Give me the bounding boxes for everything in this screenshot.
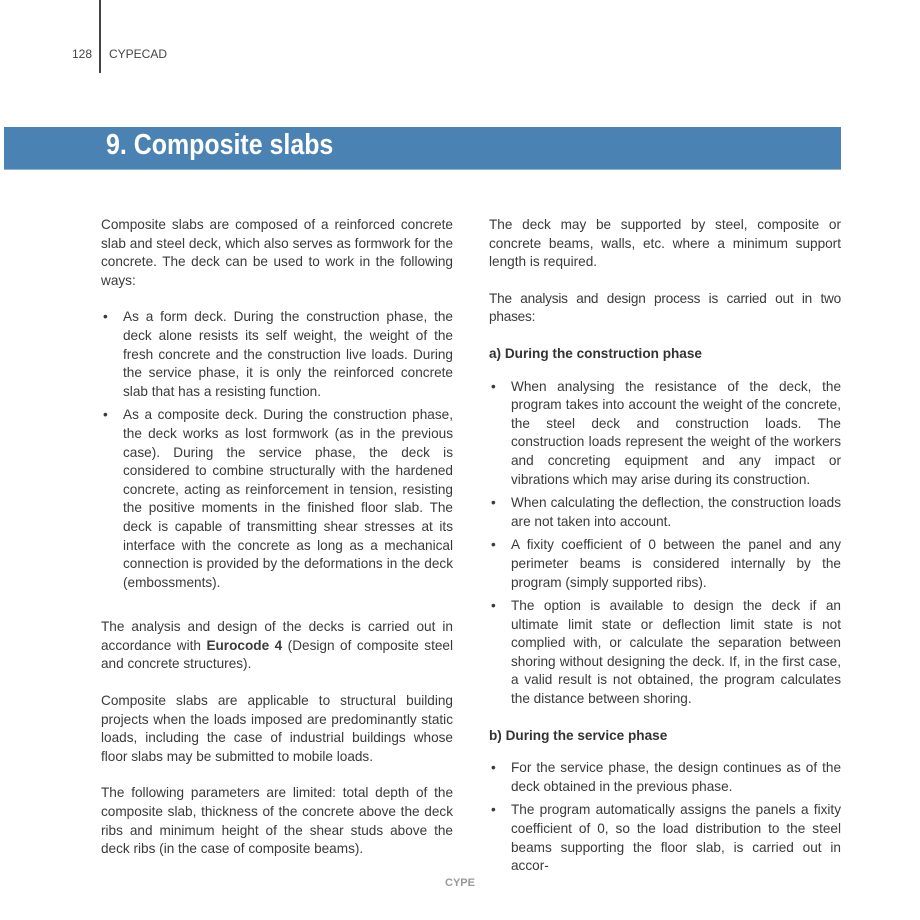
bullet-icon: • <box>103 309 108 325</box>
construction-phase-heading: a) During the construction phase <box>489 345 702 361</box>
bullet-icon: • <box>491 495 496 511</box>
bullet-icon: • <box>491 760 496 776</box>
deck-usage-list <box>101 308 453 592</box>
footer-brand: CYPE <box>445 877 475 889</box>
list-item: • For the service phase, the design continues as of the deck obtained in the previous phase. <box>491 760 841 794</box>
right-column <box>489 216 841 894</box>
header-divider <box>99 0 101 73</box>
eurocode-paragraph: The analysis and design of the decks is carried out in accordance with Eurocode 4 (Design of composite steel and concrete structures). <box>101 619 453 672</box>
construction-phase-list <box>489 378 841 709</box>
eurocode-reference: Eurocode 4 <box>206 637 283 653</box>
list-item: • As a form deck. During the construction phase, the deck alone resists its self weight, the weight of the fresh concrete and the construction live loads. During the service phase, it is only the reinforced concrete slab that has a resisting function. <box>103 309 453 399</box>
service-phase-heading: b) During the service phase <box>489 727 668 743</box>
bullet-icon: • <box>491 598 496 614</box>
list-item: • A fixity coefficient of 0 between the panel and any perimeter beams is considered internally by the program (simply supported ribs). <box>491 537 841 590</box>
intro-paragraph: Composite slabs are composed of a reinforced concrete slab and steel deck, which also serves as formwork for the concrete. The deck can be used to work in the following ways: <box>101 217 453 288</box>
phases-paragraph: The analysis and design process is carried out in two phases: <box>489 290 841 325</box>
list-item: • The program automatically assigns the panels a fixity coefficient of 0, so the load distribution to the steel beams supporting the floor slab, is carried out in accor- <box>491 802 841 874</box>
running-title: CYPECAD <box>109 47 168 61</box>
service-phase-list <box>489 759 841 876</box>
bullet-icon: • <box>491 537 496 553</box>
list-item: • When calculating the deflection, the construction loads are not taken into account. <box>491 495 841 529</box>
bullet-icon: • <box>491 802 496 818</box>
support-paragraph: The deck may be supported by steel, composite or concrete beams, walls, etc. where a minimum support length is required. <box>489 217 841 270</box>
list-item: • As a composite deck. During the construction phase, the deck works as lost formwork (as in the previous case). During the service phase, the deck is considered to combine structurally with the hardened concrete, acting as reinforcement in tension, resisting the positive moments in the finished floor slab. The deck is capable of transmitting shear stresses at its interface with the concrete as long as a mechanical connection is provided by the deformations in the deck (embossments). <box>103 407 453 590</box>
list-item: • When analysing the resistance of the deck, the program takes into account the weight of the concrete, the steel deck and construction loads. The construction loads represent the weight of the workers and concreting equipment and any impact or vibrations which may arise during its construction. <box>491 378 841 487</box>
page-number: 128 <box>72 47 93 61</box>
limits-paragraph: The following parameters are limited: total depth of the composite slab, thickness of the concrete above the deck ribs and minimum height of the shear studs above the deck ribs (in the case of composite beams). <box>101 785 453 857</box>
bullet-icon: • <box>491 378 496 394</box>
section-title-bar <box>4 127 841 170</box>
section-title: 9. Composite slabs <box>106 129 334 161</box>
applicability-paragraph: Composite slabs are applicable to structural building projects when the loads imposed are predominantly static loads, including the case of industrial buildings whose floor slabs may be submitted to mobile loads. <box>101 693 453 764</box>
list-item: • The option is available to design the deck if an ultimate limit state or deflection limit state is not complied with, or calculate the separation between shoring without designing the deck. If, in the first case, a valid result is not obtained, the program calculates the distance between shoring. <box>491 598 841 707</box>
bullet-icon: • <box>103 407 108 423</box>
left-column <box>101 216 453 877</box>
